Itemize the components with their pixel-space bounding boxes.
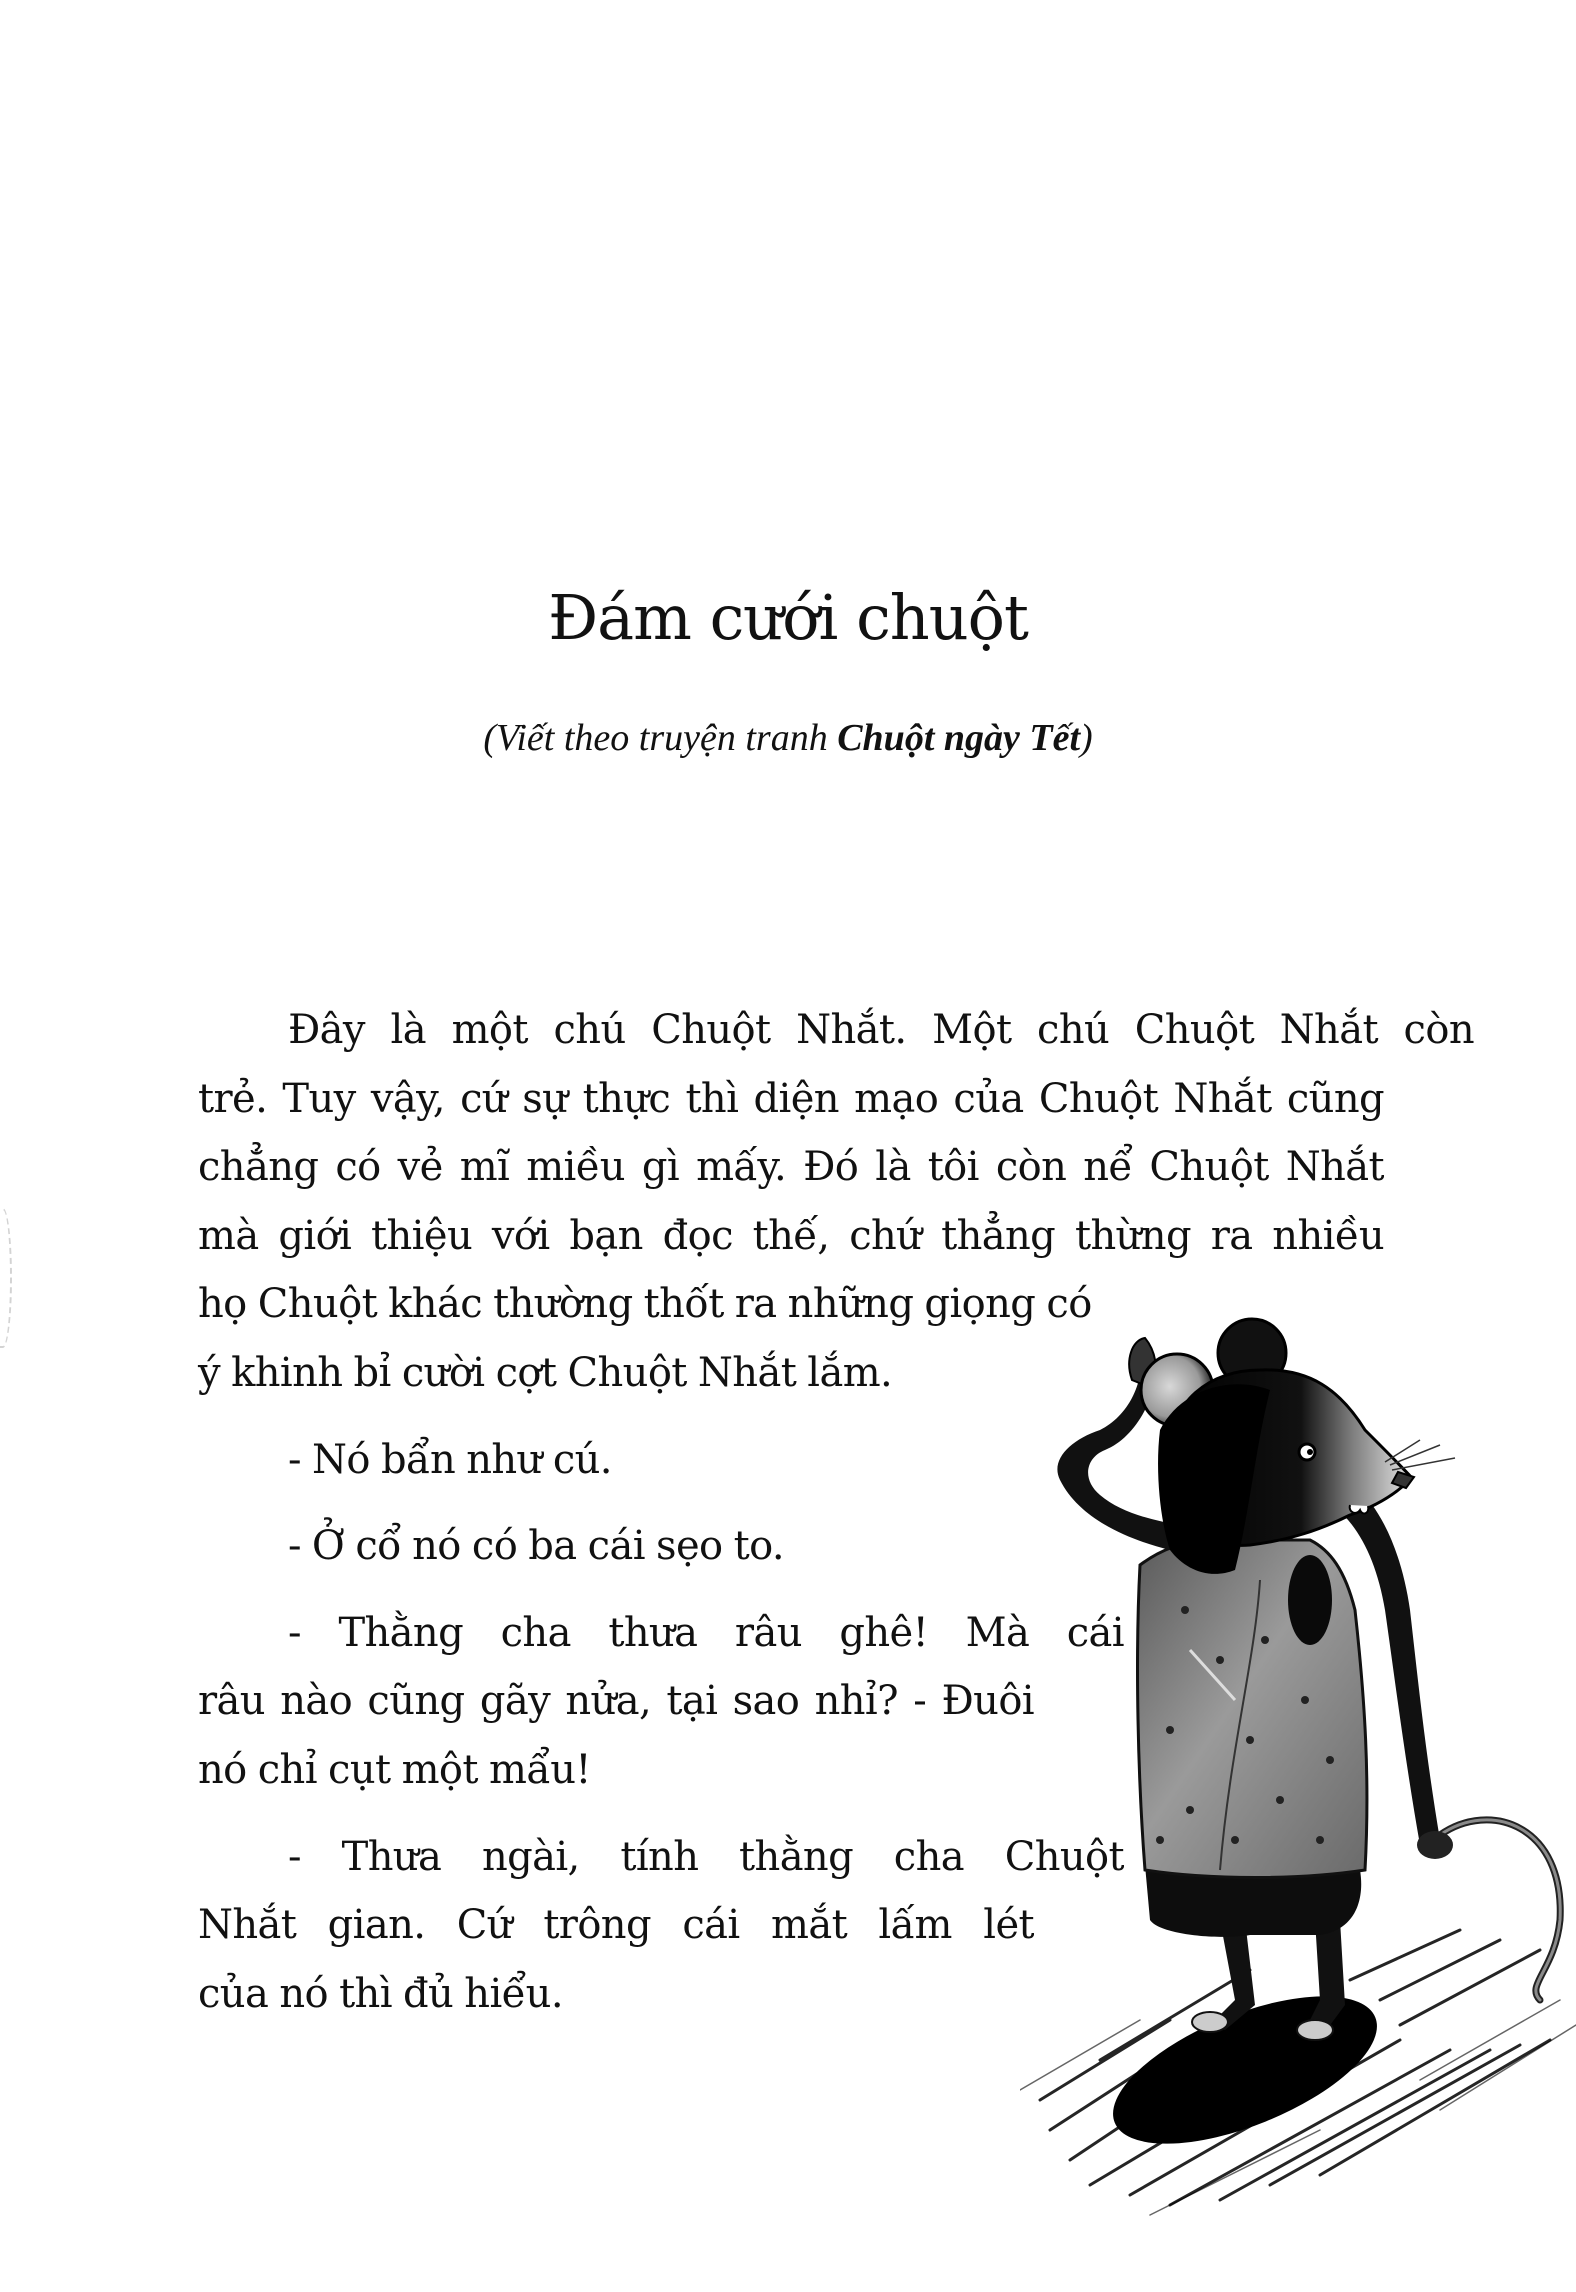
subtitle-prefix: (Viết theo truyện tranh	[483, 717, 838, 759]
text-line: Nhắt gian. Cứ trông cái mắt lấm lét	[198, 1902, 1034, 1949]
mouse-foot-left	[1192, 2012, 1228, 2032]
text-line: - Ở cổ nó có ba cái sẹo to.	[288, 1523, 784, 1570]
text-line: râu nào cũng gãy nửa, tại sao nhỉ? - Đuôi	[198, 1678, 1034, 1725]
mouse-teeth	[1350, 1505, 1369, 1513]
text-line: ý khinh bỉ cười cợt Chuột Nhắt lắm.	[198, 1349, 893, 1396]
mouse-foot-right	[1297, 2020, 1333, 2040]
ground-shadow	[1020, 1930, 1576, 2215]
text-line: nó chỉ cụt một mẩu!	[198, 1746, 591, 1793]
text-line: - Thưa ngài, tính thằng cha Chuột	[288, 1833, 1124, 1880]
chapter-title: Đám cưới chuột	[548, 581, 1028, 654]
mouse-illustration	[1020, 1280, 1576, 2240]
text-line: trẻ. Tuy vậy, cứ sự thực thì diện mạo của Chuột Nhắt cũng	[198, 1075, 1384, 1122]
page-edge-mark	[0, 1208, 12, 1348]
subtitle-book-title: Chuột ngày Tết	[837, 717, 1081, 759]
text-line: chẳng có vẻ mĩ miều gì mấy. Đó là tôi còn nể Chuột Nhắt	[198, 1144, 1384, 1191]
chapter-subtitle	[0, 712, 1576, 764]
subtitle-suffix: )	[1080, 717, 1093, 759]
text-line: mà giới thiệu với bạn đọc thế, chứ thẳng thừng ra nhiều	[198, 1212, 1384, 1259]
text-line: Đây là một chú Chuột Nhắt. Một chú Chuột Nhắt còn	[288, 1007, 1474, 1053]
text-line: - Thằng cha thưa râu ghê! Mà cái	[288, 1609, 1124, 1656]
mouse-vest	[1138, 1540, 1367, 1878]
text-line: của nó thì đủ hiểu.	[198, 1970, 563, 2017]
text-line: - Nó bẩn như cú.	[288, 1436, 612, 1483]
text-line: họ Chuột khác thường thốt ra những giọng có	[198, 1281, 1092, 1328]
